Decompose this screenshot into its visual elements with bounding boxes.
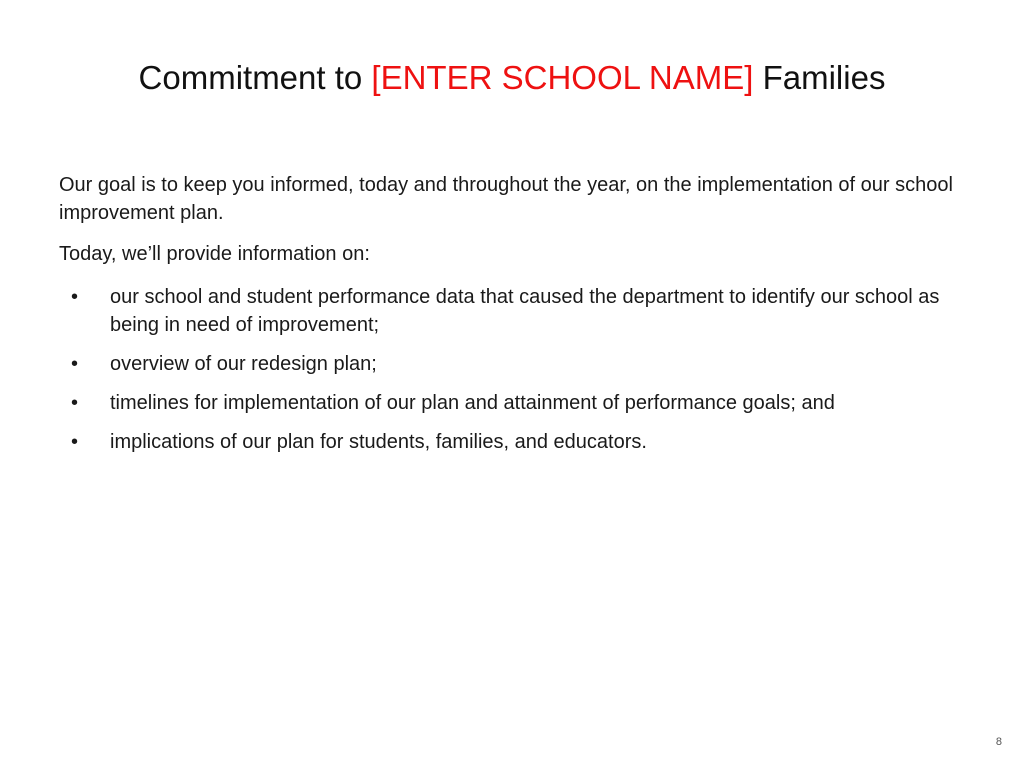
bullet-dot-icon: •: [71, 286, 79, 308]
bullet-item-redesign-plan: [59, 350, 979, 378]
bullet-item-timelines: [59, 389, 979, 417]
title-prefix: Commitment to: [138, 59, 372, 96]
bullet-item-implications: [59, 428, 979, 456]
bullet-text: implications of our plan for students, families, and educators.: [110, 431, 647, 453]
title-suffix: Families: [753, 59, 886, 96]
intro-paragraph: Our goal is to keep you informed, today and throughout the year, on the implementation of our school improvement plan.: [59, 174, 953, 224]
title-school-name-placeholder: [ENTER SCHOOL NAME]: [371, 59, 754, 96]
bullet-dot-icon: •: [71, 353, 79, 375]
bullet-dot-icon: •: [71, 431, 79, 453]
bullet-dot-icon: •: [71, 392, 79, 414]
bullet-text: timelines for implementation of our plan and attainment of performance goals; and: [110, 392, 835, 414]
slide-title: [0, 56, 1024, 100]
lead-text: Today, we’ll provide information on:: [59, 243, 370, 265]
page-number: 8: [995, 736, 1002, 748]
bullet-text: our school and student performance data that caused the department to identify our school as being in need of improvement;: [110, 286, 940, 336]
info-bullet-list: [59, 283, 979, 467]
bullet-text: overview of our redesign plan;: [110, 353, 377, 375]
bullet-item-performance-data: [59, 283, 979, 339]
